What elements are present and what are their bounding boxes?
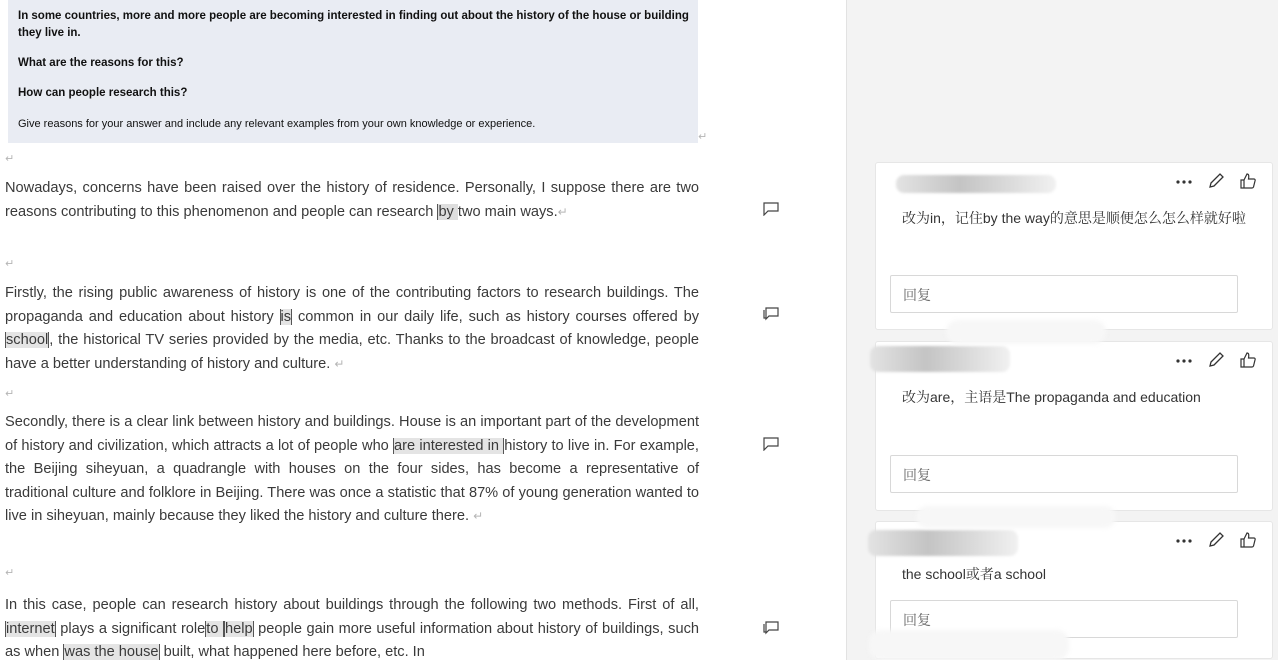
essay-prompt-box [8, 0, 698, 143]
thumbs-up-icon[interactable] [1238, 530, 1258, 550]
paragraph-3[interactable] [5, 411, 699, 529]
blurred-patch [869, 630, 1069, 660]
text-run: people gain more useful information about history of buildings, such as when [5, 620, 699, 660]
paragraph-mark: ↵ [5, 152, 15, 165]
more-icon[interactable] [1174, 350, 1194, 370]
comment-card[interactable] [875, 341, 1273, 511]
pencil-icon[interactable] [1206, 350, 1226, 370]
paragraph-1[interactable] [5, 177, 699, 224]
paragraph-mark: ↵ [557, 204, 568, 219]
text-run: built, what happened here before, etc. In [159, 644, 425, 660]
comment-card[interactable] [875, 162, 1273, 330]
text-run: history to live in. For example, the Beijing siheyuan, a quadrangle with houses on the four sides, has become a representative of traditional culture and folklore in Beijing. There was once a statistic that 87% of young generation wanted to live in siheyuan, mainly because they liked the history and culture there. [5, 437, 699, 525]
commented-text[interactable]: internet [6, 620, 55, 637]
paragraph-mark: ↵ [698, 130, 708, 143]
reply-input[interactable]: 回复 [890, 455, 1238, 493]
prompt-instruction: Give reasons for your answer and include any relevant examples from your own knowledge or experience. [18, 118, 536, 130]
paragraph-mark: ↵ [334, 356, 345, 371]
comment-text: 改为are，主语是The propaganda and education [902, 389, 1201, 405]
reply-input[interactable]: 回复 [890, 600, 1238, 638]
blurred-patch [946, 320, 1106, 344]
blurred-author [896, 175, 1056, 193]
thumbs-up-icon[interactable] [1238, 350, 1258, 370]
blurred-patch [916, 506, 1116, 528]
comment-bubble-icon[interactable] [763, 202, 779, 216]
comment-bubble-icon[interactable] [763, 621, 779, 635]
commented-text[interactable]: are interested in [394, 437, 504, 454]
prompt-research: How can people research this? [18, 87, 188, 99]
text-run: Nowadays, concerns have been raised over the history of residence. Personally, I suppose there are two reasons contributing to this phenomenon and people can research [5, 180, 699, 220]
commented-text[interactable]: to [206, 620, 223, 637]
text-run: Secondly, there is a clear link between history and buildings. House is an important part of the development of history and civilization, which attracts a lot of people who [5, 414, 699, 454]
commented-text[interactable]: is [280, 308, 292, 325]
paragraph-mark: ↵ [473, 509, 484, 524]
text-run: , the historical TV series provided by the media, etc. Thanks to the broadcast of knowledge, people have a better understanding of history and culture. [5, 332, 699, 372]
comment-actions [1174, 530, 1258, 550]
blurred-author [868, 530, 1018, 556]
pencil-icon[interactable] [1206, 171, 1226, 191]
text-run: plays a significant role [55, 620, 206, 637]
comment-bubble-icon[interactable] [763, 307, 779, 321]
text-run: Firstly, the rising public awareness of history is one of the contributing factors to research buildings. The propaganda and education about history [5, 285, 699, 325]
blurred-author [870, 346, 1010, 372]
comment-actions [1174, 171, 1258, 191]
paragraph-2[interactable] [5, 282, 699, 376]
thumbs-up-icon[interactable] [1238, 171, 1258, 191]
commented-text[interactable]: school [6, 332, 49, 349]
prompt-reasons: What are the reasons for this? [18, 57, 184, 69]
commented-text[interactable]: help [225, 620, 253, 637]
reply-input[interactable]: 回复 [890, 275, 1238, 313]
comments-sidebar [846, 0, 1278, 660]
paragraph-mark: ↵ [5, 257, 15, 270]
paragraph-mark: ↵ [5, 387, 15, 400]
text-run: two main ways. [457, 203, 558, 220]
paragraph-mark: ↵ [5, 566, 15, 579]
comment-text: 改为in，记住by the way的意思是顺便怎么怎么样就好啦 [902, 210, 1246, 226]
text-run: In this case, people can research history about buildings through the following two methods. First of all, [5, 597, 699, 613]
commented-text[interactable]: was the house [64, 644, 159, 660]
commented-text[interactable]: by [438, 203, 458, 220]
comment-bubble-icon[interactable] [763, 437, 779, 451]
comment-text: the school或者a school [902, 566, 1046, 582]
more-icon[interactable] [1174, 530, 1194, 550]
text-run: common in our daily life, such as history courses offered by [292, 308, 699, 325]
more-icon[interactable] [1174, 171, 1194, 191]
paragraph-4[interactable] [5, 594, 699, 660]
prompt-question: In some countries, more and more people are becoming interested in finding out about the history of the house or building they live in. [18, 10, 689, 39]
pencil-icon[interactable] [1206, 530, 1226, 550]
comment-actions [1174, 350, 1258, 370]
